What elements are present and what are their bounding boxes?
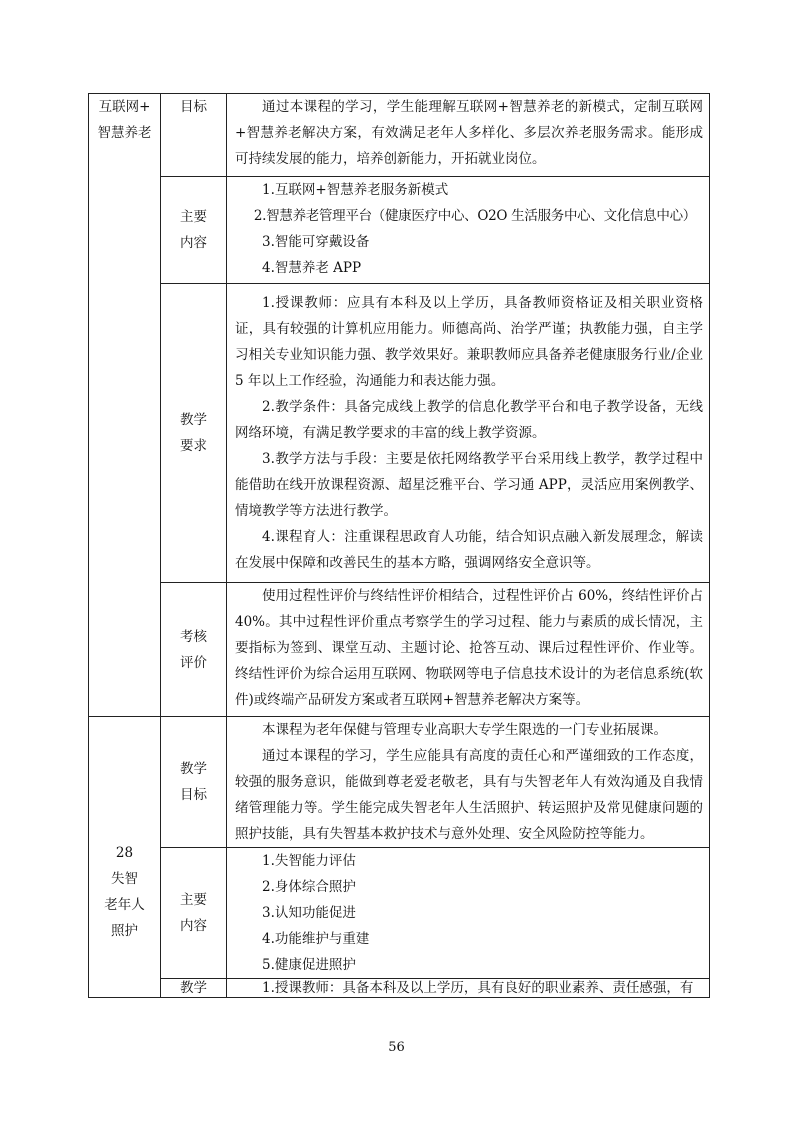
label-line: 要求 [180, 438, 207, 454]
list-item: 3.认知功能促进 [262, 905, 356, 921]
list-item: 2.智慧养老管理平台（健康医疗中心、O2O 生活服务中心、文化信息中心） [253, 208, 696, 224]
label-line: 目标 [180, 787, 207, 803]
list-item: 1.失智能力评估 [262, 853, 356, 869]
row-content [227, 848, 710, 979]
table-row [89, 583, 710, 717]
content-text: 1.授课教师：具备本科及以上学历，具有良好的职业素养、责任感强，有 [262, 980, 694, 996]
page-number: 56 [388, 1040, 405, 1055]
course-name-line: 互联网+ [98, 99, 151, 115]
content-paragraph: 1.授课教师：应具有本科及以上学历，具备教师资格证及相关职业资格证，具有较强的计算机应用能力。师德高尚、治学严谨；执教能力强，自主学习相关专业知识能力强、教学效果好。兼职教师应具备养老健康服务行业/企业 5 年以上工作经验，沟通能力和表达能力强。 [235, 295, 703, 389]
row-label [161, 583, 227, 717]
list-item: 5.健康促进照护 [262, 957, 356, 973]
table-row [89, 979, 710, 998]
row-content [227, 94, 710, 177]
list-item: 4.智慧养老 APP [262, 260, 362, 276]
label-line: 评价 [180, 654, 207, 671]
row-label [161, 848, 227, 979]
row-content [227, 583, 710, 717]
table-row [89, 177, 710, 284]
course-table [88, 93, 710, 998]
content-paragraph: 2.教学条件：具备完成线上教学的信息化教学平台和电子教学设备，无线网络环境，有满足教学要求的丰富的线上教学资源。 [235, 399, 703, 441]
course-name-line: 失智 [111, 871, 138, 887]
row-label [161, 94, 227, 177]
table-row [89, 717, 710, 848]
label-line: 主要 [180, 209, 207, 225]
list-item: 4.功能维护与重建 [262, 931, 370, 947]
row-content [227, 717, 710, 848]
label-line: 教学 [180, 412, 207, 428]
list-item: 2.身体综合照护 [262, 879, 356, 895]
course-name-line: 智慧养老 [97, 125, 152, 141]
row-content [227, 284, 710, 583]
content-paragraph: 4.课程育人：注重课程思政育人功能，结合知识点融入新发展理念，解读在发展中保障和改善民生的基本方略，强调网络安全意识等。 [235, 529, 703, 571]
content-paragraph: 本课程为老年保健与管理专业高职大专学生限选的一门专业拓展课。 [262, 722, 667, 738]
row-label [161, 177, 227, 284]
list-item: 1.互联网+智慧养老服务新模式 [262, 182, 449, 198]
course-name-cell [89, 94, 161, 717]
label-line: 考核 [180, 628, 207, 645]
row-label [161, 717, 227, 848]
row-content [227, 979, 710, 998]
content-paragraph: 通过本课程的学习，学生应能具有高度的责任心和严谨细致的工作态度，较强的服务意识，能做到尊老爱老敬老，具有与失智老年人有效沟通及自我情绪管理能力等。学生能完成失智老年人生活照护、转运照护及常见健康问题的照护技能，具有失智基本救护技术与意外处理、安全风险防控等能力。 [235, 748, 703, 842]
label-line: 内容 [180, 918, 207, 934]
row-label [161, 979, 227, 998]
course-name-cell [89, 717, 161, 998]
content-paragraph: 3.教学方法与手段：主要是依托网络教学平台采用线上教学，教学过程中能借助在线开放课程资源、超星泛雅平台、学习通 APP，灵活应用案例教学、情境教学等方法进行教学。 [235, 451, 703, 519]
table-row [89, 284, 710, 583]
course-name-line: 照护 [111, 923, 138, 939]
row-label [161, 284, 227, 583]
content-text: 通过本课程的学习，学生能理解互联网+智慧养老的新模式，定制互联网+智慧养老解决方案，有效满足老年人多样化、多层次养老服务需求。能形成可持续发展的能力，培养创新能力，开拓就业岗位。 [235, 99, 703, 167]
course-name-line: 老年人 [104, 897, 145, 913]
row-content [227, 177, 710, 284]
table-row [89, 848, 710, 979]
table-row [89, 94, 710, 177]
label-line: 教学 [180, 980, 207, 996]
label-line: 目标 [180, 99, 207, 115]
label-line: 主要 [180, 892, 207, 908]
label-line: 教学 [180, 761, 207, 777]
label-line: 内容 [180, 235, 207, 251]
content-text: 使用过程性评价与终结性评价相结合，过程性评价占 60%，终结性评价占 40%。其中过程性评价重点考察学生的学习过程、能力与素质的成长情况，主要指标为签到、课堂互动、主题讨论、抢答互动、课后过程性评价、作业等。终结性评价为综合运用互联网、物联网等电子信息技术设计的为老信息系统(软件)或终端产品研发方案或者互联网+智慧养老解决方案等。 [235, 588, 703, 708]
list-item: 3.智能可穿戴设备 [262, 234, 370, 250]
course-name-line: 28 [115, 845, 134, 861]
